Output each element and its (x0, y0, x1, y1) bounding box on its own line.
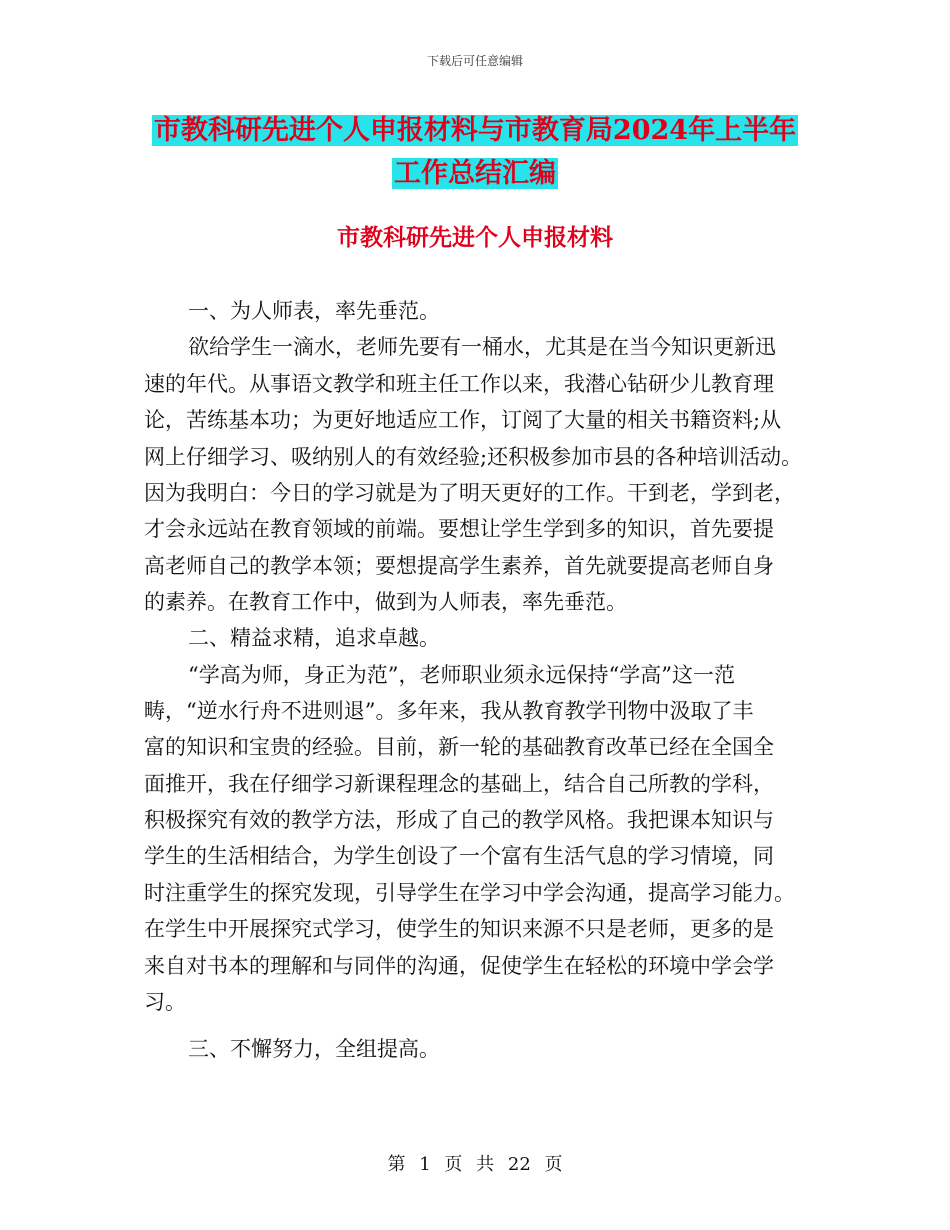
paragraph-line: 来自对书本的理解和与同伴的沟通，促使学生在轻松的环境中学会学 (144, 954, 774, 978)
header-note: 下载后可任意编辑 (426, 54, 523, 68)
footer-total-label: 共 (476, 1154, 495, 1175)
footer-page-number: 1 (419, 1154, 431, 1175)
paragraph-line: 富的知识和宝贵的经验。目前，新一轮的基础教育改革已经在全国全 (144, 735, 774, 759)
paragraph-line: 三、不懈努力，全组提高。 (188, 1037, 440, 1061)
footer-page-label: 页 (444, 1154, 463, 1175)
paragraph-line: 习。 (144, 990, 186, 1014)
footer-total-suffix: 页 (544, 1154, 563, 1175)
paragraph-line: 面推开，我在仔细学习新课程理念的基础上，结合自己所教的学科， (144, 772, 774, 796)
paragraph-line: “学高为师，身正为范”，老师职业须永远保持“学高”这一范 (188, 663, 735, 687)
document-title-line-2 (0, 153, 950, 195)
paragraph-line: 一、为人师表，率先垂范。 (188, 299, 440, 323)
paragraph-line: 网上仔细学习、吸纳别人的有效经验;还积极参加市县的各种培训活动。 (144, 445, 803, 469)
paragraph-line: 在学生中开展探究式学习，使学生的知识来源不只是老师，更多的是 (144, 917, 774, 941)
document-title-line-1 (0, 110, 950, 152)
paragraph-line: 二、精益求精，追求卓越。 (188, 626, 440, 650)
section-title: 市教科研先进个人申报材料 (337, 224, 613, 251)
paragraph-line: 论，苦练基本功；为更好地适应工作，订阅了大量的相关书籍资料;从 (144, 408, 782, 432)
footer-prefix: 第 (387, 1154, 406, 1175)
paragraph-line: 速的年代。从事语文教学和班主任工作以来，我潜心钻研少儿教育理 (144, 372, 774, 396)
page-footer (0, 1150, 950, 1176)
footer-total-pages: 22 (507, 1154, 531, 1175)
paragraph-line: 畴，“逆水行舟不进则退”。多年来，我从教育教学刊物中汲取了丰 (144, 699, 754, 723)
paragraph-line: 欲给学生一滴水，老师先要有一桶水，尤其是在当今知识更新迅 (188, 335, 776, 359)
paragraph-line: 因为我明白：今日的学习就是为了明天更好的工作。干到老，学到老， (144, 481, 795, 505)
document-title-text-2: 工作总结汇编 (394, 158, 556, 189)
paragraph-line: 时注重学生的探究发现，引导学生在学习中学会沟通，提高学习能力。 (144, 881, 795, 905)
paragraph-line: 的素养。在教育工作中，做到为人师表，率先垂范。 (144, 590, 627, 614)
paragraph-line: 才会永远站在教育领域的前端。要想让学生学到多的知识，首先要提 (144, 517, 774, 541)
document-title-text-1: 市教科研先进个人申报材料与市教育局2024年上半年 (153, 115, 797, 146)
paragraph-line: 积极探究有效的教学方法，形成了自己的教学风格。我把课本知识与 (144, 808, 774, 832)
paragraph-line: 学生的生活相结合，为学生创设了一个富有生活气息的学习情境，同 (144, 844, 774, 868)
paragraph-line: 高老师自己的教学本领；要想提高学生素养，首先就要提高老师自身 (144, 554, 774, 578)
